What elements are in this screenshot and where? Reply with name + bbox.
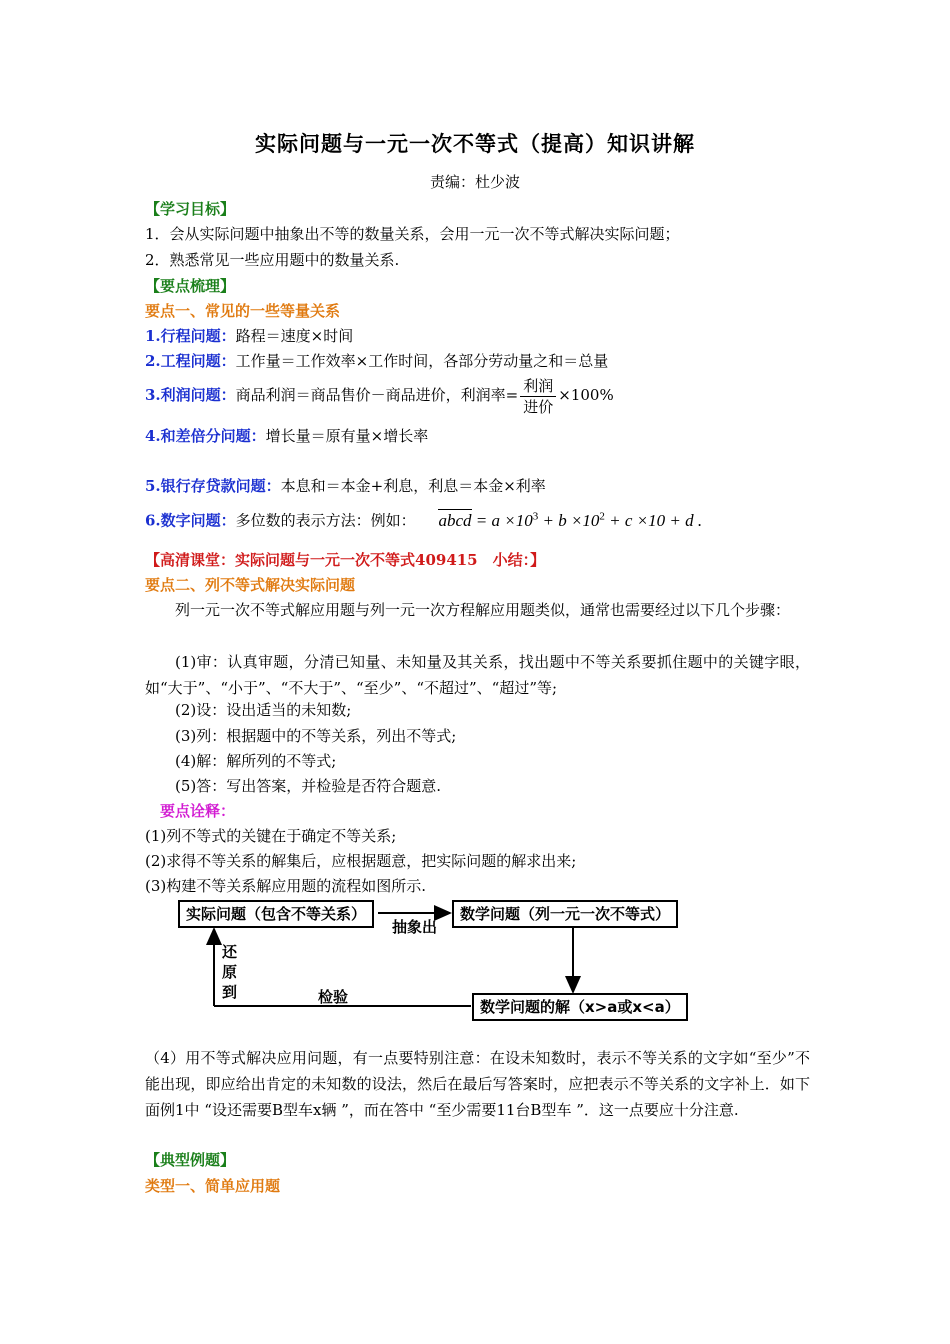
relation-label: 3.利润问题： <box>145 386 236 404</box>
relation-text: 工作量＝工作效率×工作时间，各部分劳动量之和＝总量 <box>235 352 609 370</box>
flow-diagram <box>178 896 678 1026</box>
relation-profit <box>145 372 614 418</box>
relation-text: 商品利润＝商品售价－商品进价，利润率= <box>235 386 519 404</box>
relation-label: 4.和差倍分问题： <box>145 427 266 445</box>
box-math-solution: 数学问题的解（x>a或x<a） <box>472 993 688 1021</box>
point1-heading: 要点一、常见的一些等量关系 <box>145 302 341 320</box>
note-item: (3)构建不等关系解应用题的流程如图所示. <box>145 877 427 895</box>
section-points-heading: 【要点梳理】 <box>145 277 236 295</box>
note-item: (2)求得不等关系的解集后，应根据题意，把实际问题的解求出来; <box>145 852 577 870</box>
relation-work <box>145 351 608 371</box>
relation-label: 1.行程问题： <box>145 327 236 345</box>
relation-text: 路程＝速度×时间 <box>235 327 354 345</box>
label-check: 检验 <box>318 988 349 1006</box>
digit-formula: abcd = $a \times 10^3 + b \times 10^2 + c \times 10 + d$ . <box>438 510 703 530</box>
relation-tail: ×100% <box>558 386 614 404</box>
box-math-problem: 数学问题（列一元一次不等式） <box>452 900 678 928</box>
note4-paragraph: （4）用不等式解决应用问题，有一点要特别注意：在设未知数时，表示不等关系的文字如“至少”不能出现，即应给出肯定的未知数的设法，然后在最后写答案时，应把表示不等关系的文字补上．如下面例1中 “设还需要B型车x辆 ”，而在答中 “至少需要11台B型车 ”．这一点要应十分注意. <box>145 1049 810 1119</box>
step-item: (2)设：设出适当的未知数; <box>175 701 352 719</box>
step-item: (1)审：认真审题，分清已知量、未知量及其关系，找出题中不等关系要抓住题中的关键字眼，如“大于”、“小于”、“不大于”、“至少”、“不超过”、“超过”等; <box>145 653 810 697</box>
relation-label: 6.数字问题： <box>145 511 236 530</box>
class-note: 【高清课堂：实际问题与一元一次不等式409415 小结：】 <box>145 551 546 569</box>
author-line: 责编：杜少波 <box>429 173 520 191</box>
step-item: (5)答：写出答案，并检验是否符合题意. <box>175 777 442 795</box>
profit-rate-fraction <box>520 376 556 417</box>
label-abstract: 抽象出 <box>392 918 438 936</box>
relation-digits <box>145 502 702 535</box>
fraction-numerator: 利润 <box>520 376 556 397</box>
notes-heading: 要点诠释： <box>160 802 236 820</box>
goal-item: 1．会从实际问题中抽象出不等的数量关系，会用一元一次不等式解决实际问题； <box>145 225 680 243</box>
point2-heading: 要点二、列不等式解决实际问题 <box>145 576 356 594</box>
label-restore: 还原到 <box>222 943 238 1001</box>
fraction-denominator: 进价 <box>523 397 554 416</box>
page-title: 实际问题与一元一次不等式（提高）知识讲解 <box>255 131 695 156</box>
intro-paragraph: 列一元一次不等式解应用题与列一元一次方程解应用题类似，通常也需要经过以下几个步骤： <box>175 601 791 619</box>
section-goals-heading: 【学习目标】 <box>145 200 236 218</box>
relation-text: 本息和＝本金+利息，利息＝本金×利率 <box>280 477 546 495</box>
step-item: (4)解：解所列的不等式; <box>175 752 337 770</box>
relation-growth <box>145 426 428 446</box>
step-item: (3)列：根据题中的不等关系，列出不等式; <box>175 727 457 745</box>
relation-label: 2.工程问题： <box>145 352 236 370</box>
type1-heading: 类型一、简单应用题 <box>145 1177 281 1195</box>
section-examples-heading: 【典型例题】 <box>145 1151 236 1169</box>
relation-travel <box>145 326 353 346</box>
note-item: (1)列不等式的关键在于确定不等关系; <box>145 827 397 845</box>
relation-bank <box>145 476 546 496</box>
relation-label: 5.银行存贷款问题： <box>145 477 281 495</box>
goal-item: 2．熟悉常见一些应用题中的数量关系. <box>145 251 400 269</box>
relation-text: 多位数的表示方法：例如： <box>235 511 416 530</box>
box-real-problem: 实际问题（包含不等关系） <box>178 900 374 928</box>
relation-text: 增长量＝原有量×增长率 <box>265 427 429 445</box>
